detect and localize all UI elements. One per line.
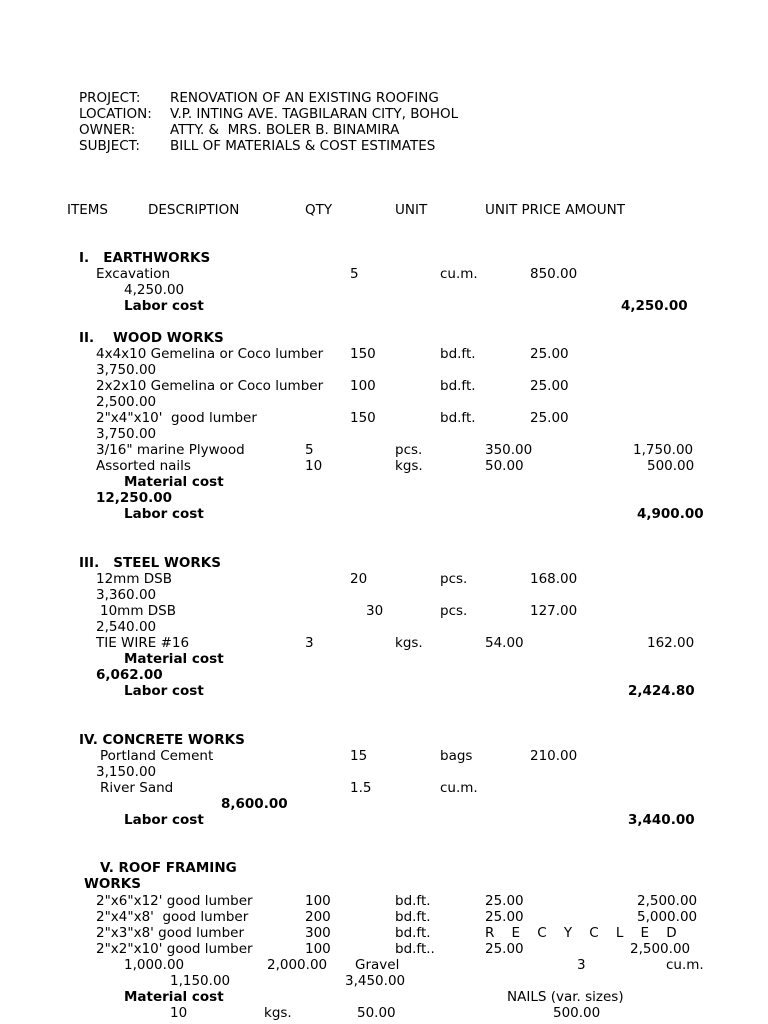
item-price: 127.00 — [530, 603, 578, 619]
location-label: LOCATION: — [79, 106, 152, 122]
section-title: IV. CONCRETE WORKS — [79, 732, 245, 748]
item-unit: kgs. — [395, 635, 423, 651]
item-desc: NAILS (var. sizes) — [507, 989, 624, 1005]
owner-line — [79, 122, 399, 138]
location-value: V.P. INTING AVE. TAGBILARAN CITY, BOHOL — [170, 106, 459, 122]
item-qty: 1.5 — [350, 780, 372, 796]
item-unit: bd.ft. — [440, 378, 476, 394]
section-title: III. STEEL WORKS — [79, 555, 221, 571]
item-price: 850.00 — [530, 266, 578, 282]
item-amount: 2,500.00 — [96, 394, 157, 410]
subject-label: SUBJECT: — [79, 138, 140, 154]
misc-value: 3,450.00 — [345, 973, 406, 989]
item-qty: 100 — [305, 893, 331, 909]
item-unit: pcs. — [440, 603, 468, 619]
item-qty: 100 — [350, 378, 376, 394]
subtotal-value: 8,600.00 — [221, 796, 288, 812]
labor-cost-label: Labor cost — [124, 298, 204, 314]
subject-line — [79, 138, 435, 154]
item-unit: cu.m. — [666, 957, 704, 973]
item-qty: 10 — [305, 458, 323, 474]
owner-label: OWNER: — [79, 122, 136, 138]
section-title-line1: V. ROOF FRAMING — [100, 860, 237, 876]
item-price: 25.00 — [485, 941, 524, 957]
labor-cost-label: Labor cost — [124, 812, 204, 828]
item-price: 54.00 — [485, 635, 524, 651]
item-amount: 5,000.00 — [637, 909, 698, 925]
item-qty: 15 — [350, 748, 368, 764]
labor-cost-value: 3,440.00 — [628, 812, 695, 828]
item-price: 25.00 — [530, 410, 569, 426]
item-price: 210.00 — [530, 748, 578, 764]
col-description: DESCRIPTION — [148, 202, 240, 218]
item-amount: 3,750.00 — [96, 426, 157, 442]
section-title: II. WOOD WORKS — [79, 330, 224, 346]
labor-cost-value: 4,900.00 — [637, 506, 704, 522]
col-unit-price-amount: UNIT PRICE AMOUNT — [485, 202, 625, 218]
item-desc: 2"x4"x10' good lumber — [96, 410, 257, 426]
item-unit: bd.ft. — [395, 909, 431, 925]
misc-value: 1,000.00 — [124, 957, 185, 973]
item-desc: 10mm DSB — [100, 603, 176, 619]
item-qty: 3 — [305, 635, 314, 651]
item-desc: Excavation — [96, 266, 171, 282]
project-label: PROJECT: — [79, 90, 141, 106]
col-items: ITEMS — [67, 202, 108, 218]
material-cost-label: Material cost — [124, 474, 224, 490]
item-price: 25.00 — [530, 378, 569, 394]
item-desc: 2"x3"x8' good lumber — [96, 925, 244, 941]
item-desc: River Sand — [100, 780, 174, 796]
project-line — [79, 90, 439, 106]
item-desc: 2"x4"x8' good lumber — [96, 909, 249, 925]
project-value: RENOVATION OF AN EXISTING ROOFING — [170, 90, 439, 106]
item-unit: cu.m. — [440, 780, 478, 796]
item-qty: 150 — [350, 410, 376, 426]
material-cost-label: Material cost — [124, 989, 224, 1005]
item-desc: 12mm DSB — [96, 571, 172, 587]
item-price: 50.00 — [485, 458, 524, 474]
item-desc: 3/16" marine Plywood — [96, 442, 245, 458]
item-price: 168.00 — [530, 571, 578, 587]
item-unit: bd.ft. — [440, 346, 476, 362]
owner-value: ATTY. & MRS. BOLER B. BINAMIRA — [170, 122, 400, 138]
item-desc: Assorted nails — [96, 458, 191, 474]
item-amount: 2,500.00 — [630, 941, 691, 957]
item-amount: 500.00 — [553, 1005, 601, 1021]
item-desc: 2x2x10 Gemelina or Coco lumber — [96, 378, 324, 394]
item-amount: 4,250.00 — [124, 282, 185, 298]
item-desc: 2"x6"x12' good lumber — [96, 893, 253, 909]
item-amount: 3,360.00 — [96, 587, 157, 603]
item-qty: 3 — [577, 957, 586, 973]
labor-cost-value: 2,424.80 — [628, 683, 695, 699]
item-price: 25.00 — [530, 346, 569, 362]
item-qty: 30 — [366, 603, 384, 619]
item-desc: TIE WIRE #16 — [96, 635, 190, 651]
item-desc: 4x4x10 Gemelina or Coco lumber — [96, 346, 324, 362]
item-amount: 1,750.00 — [633, 442, 694, 458]
material-cost-value: 12,250.00 — [96, 490, 173, 506]
col-qty: QTY — [305, 202, 333, 218]
item-amount: 3,150.00 — [96, 764, 157, 780]
item-unit: bd.ft. — [395, 925, 431, 941]
item-price: 25.00 — [485, 909, 524, 925]
labor-cost-label: Labor cost — [124, 506, 204, 522]
item-desc: Gravel — [355, 957, 400, 973]
item-desc: 2"x2"x10' good lumber — [96, 941, 253, 957]
recycled-note: R E C Y C L E D — [485, 925, 677, 941]
misc-value: 1,150.00 — [170, 973, 231, 989]
item-unit: bd.ft.. — [395, 941, 435, 957]
item-unit: cu.m. — [440, 266, 478, 282]
col-unit: UNIT — [395, 202, 428, 218]
labor-cost-value: 4,250.00 — [621, 298, 688, 314]
item-unit: bags — [440, 748, 473, 764]
item-unit: bd.ft. — [395, 893, 431, 909]
item-unit: kgs. — [264, 1005, 292, 1021]
item-qty: 100 — [305, 941, 331, 957]
item-qty: 10 — [170, 1005, 188, 1021]
material-cost-label: Material cost — [124, 651, 224, 667]
location-line — [79, 106, 458, 122]
subject-value: BILL OF MATERIALS & COST ESTIMATES — [170, 138, 436, 154]
item-amount: 3,750.00 — [96, 362, 157, 378]
material-cost-value: 6,062.00 — [96, 667, 163, 683]
item-price: 25.00 — [485, 893, 524, 909]
item-qty: 5 — [305, 442, 314, 458]
item-unit: pcs. — [440, 571, 468, 587]
item-desc: Portland Cement — [100, 748, 214, 764]
item-unit: kgs. — [395, 458, 423, 474]
item-unit: bd.ft. — [440, 410, 476, 426]
item-price: 350.00 — [485, 442, 533, 458]
item-unit: pcs. — [395, 442, 423, 458]
item-price: 50.00 — [357, 1005, 396, 1021]
item-amount: 2,500.00 — [637, 893, 698, 909]
item-qty: 300 — [305, 925, 331, 941]
item-qty: 200 — [305, 909, 331, 925]
labor-cost-label: Labor cost — [124, 683, 204, 699]
item-amount: 2,540.00 — [96, 619, 157, 635]
item-qty: 150 — [350, 346, 376, 362]
item-qty: 20 — [350, 571, 368, 587]
section-title: I. EARTHWORKS — [79, 250, 211, 266]
item-amount: 162.00 — [647, 635, 695, 651]
item-amount: 500.00 — [647, 458, 695, 474]
item-qty: 5 — [350, 266, 359, 282]
section-title-line2: WORKS — [84, 876, 141, 892]
misc-value: 2,000.00 — [267, 957, 328, 973]
